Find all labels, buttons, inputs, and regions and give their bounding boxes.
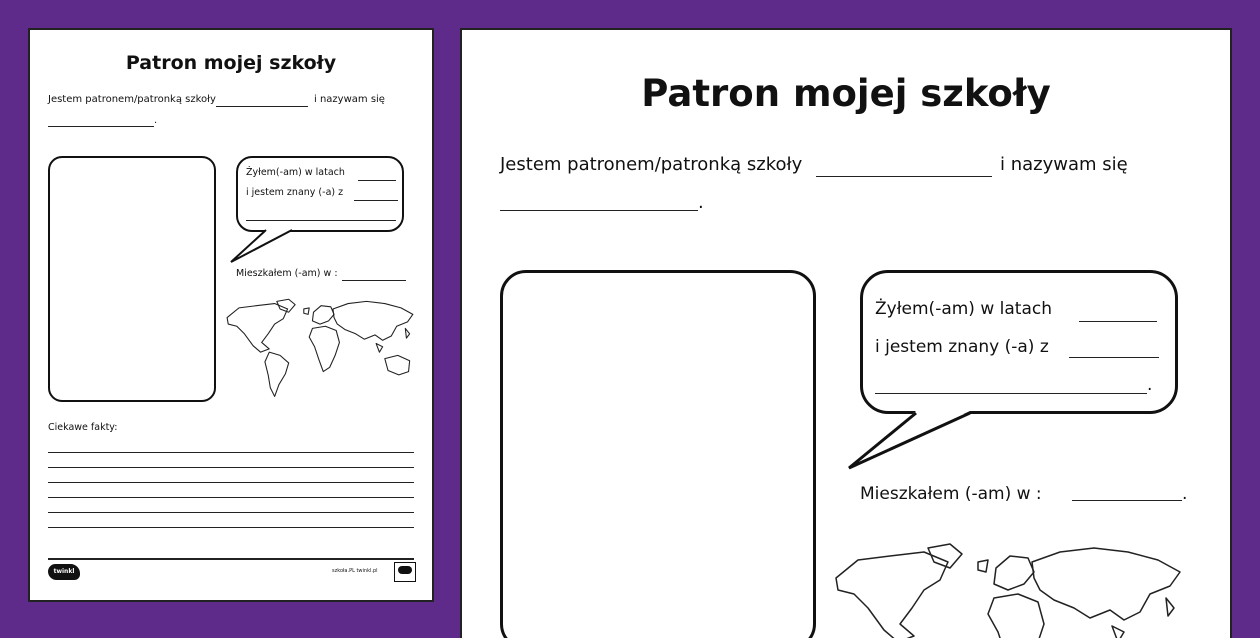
- facts-line-6: [48, 527, 414, 528]
- page-title: Patron mojej szkoły: [125, 52, 337, 74]
- world-map-icon: [222, 296, 418, 404]
- page-title: Patron mojej szkoły: [641, 72, 1051, 115]
- facts-line-4: [48, 497, 414, 498]
- facts-line-2: [48, 467, 414, 468]
- worksheet-zoomed: [460, 28, 1232, 638]
- lived-in-line: [1072, 500, 1182, 501]
- badge-icon: [394, 562, 416, 582]
- facts-line-1: [48, 452, 414, 453]
- intro-text: Jestem patronem/patronką szkoły: [48, 94, 216, 105]
- known-for-label: i jestem znany (-a) z: [246, 187, 344, 198]
- lived-in-line: [342, 280, 406, 281]
- period-mark: .: [698, 192, 704, 213]
- intro-suffix: i nazywam się: [1000, 154, 1128, 175]
- known-for-label: i jestem znany (-a) z: [875, 337, 1049, 357]
- facts-label: Ciekawe fakty:: [48, 422, 118, 433]
- lived-years-label: Żyłem(-am) w latach: [875, 299, 1052, 319]
- intro-suffix: i nazywam się: [314, 94, 385, 105]
- period-mark: .: [1182, 484, 1188, 504]
- world-map-icon: [828, 538, 1188, 638]
- facts-line-3: [48, 482, 414, 483]
- period-mark: .: [154, 115, 158, 126]
- footer-site: szkoła.PL twinkl.pl: [332, 568, 378, 574]
- facts-line-5: [48, 512, 414, 513]
- lived-in-label: Mieszkałem (-am) w :: [860, 484, 1042, 504]
- footer-divider: [48, 558, 414, 560]
- period-mark: .: [1147, 375, 1153, 395]
- intro-text: Jestem patronem/patronką szkoły: [500, 154, 803, 175]
- twinkl-logo-icon: twinkl: [48, 564, 80, 580]
- lived-years-label: Żyłem(-am) w latach: [246, 167, 345, 178]
- worksheet-thumbnail: [28, 28, 434, 602]
- lived-in-label: Mieszkałem (-am) w :: [236, 268, 338, 279]
